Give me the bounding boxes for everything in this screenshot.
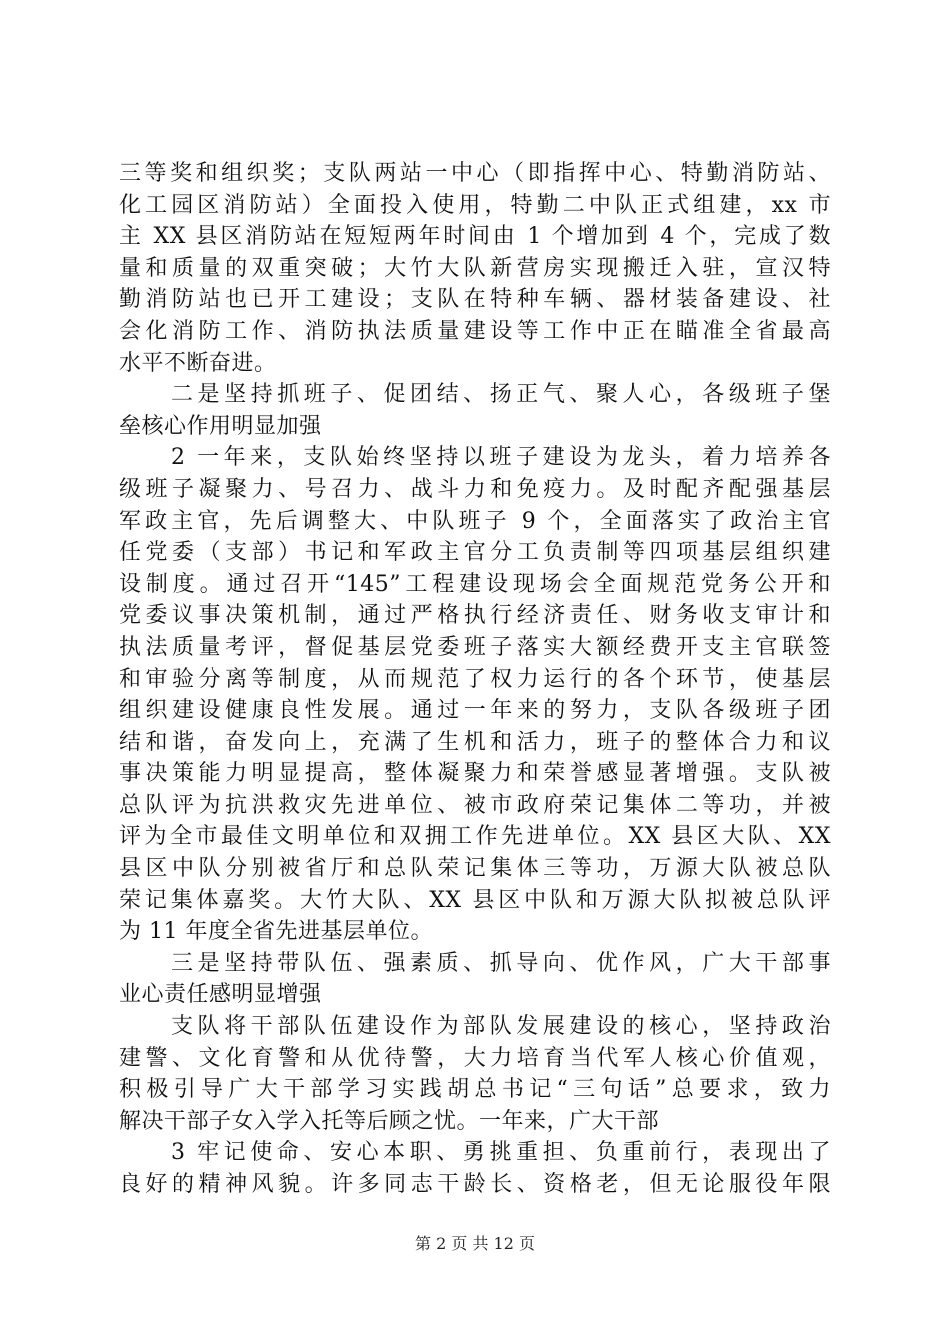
text-line: 解决干部子女入学入托等后顾之忧。一年来，广大干部 bbox=[119, 1108, 660, 1134]
text-line: 和审验分离等制度，从而规范了权力运行的各个环节，使基层 bbox=[119, 666, 831, 692]
text-line: 三是坚持带队伍、强素质、抓导向、优作风，广大干部事 bbox=[171, 950, 831, 976]
text-line: 事决策能力明显提高，整体凝聚力和荣誉感显著增强。支队被 bbox=[119, 761, 831, 787]
text-line: 3 牢记使命、安心本职、勇挑重担、负重前行，表现出了 bbox=[171, 1140, 831, 1166]
text-line: 建警、文化育警和从优待警，大力培育当代军人核心价值观， bbox=[119, 1045, 831, 1071]
text-line: 业心责任感明显增强 bbox=[119, 982, 322, 1008]
text-line: 级班子凝聚力、号召力、战斗力和免疫力。及时配齐配强基层 bbox=[119, 476, 831, 502]
text-line: 为 11 年度全省先进基层单位。 bbox=[119, 919, 433, 945]
text-line: 三等奖和组织奖；支队两站一中心（即指挥中心、特勤消防站、 bbox=[119, 161, 831, 186]
text-line: 主 XX 县区消防站在短短两年时间由 1 个增加到 4 个，完成了数 bbox=[119, 224, 831, 250]
text-line: 会化消防工作、消防执法质量建设等工作中正在瞄准全省最高 bbox=[119, 318, 831, 344]
text-line: 荣记集体嘉奖。大竹大队、XX 县区中队和万源大队拟被总队评 bbox=[119, 887, 831, 913]
document-body bbox=[119, 158, 831, 1201]
text-line: 党委议事决策机制，通过严格执行经济责任、财务收支审计和 bbox=[119, 603, 831, 629]
text-line: 量和质量的双重突破；大竹大队新营房实现搬迁入驻，宣汉特 bbox=[119, 255, 831, 281]
text-line: 良好的精神风貌。许多同志干龄长、资格老，但无论服役年限 bbox=[119, 1172, 831, 1197]
page-footer: 第 2 页 共 12 页 bbox=[415, 1234, 535, 1253]
text-line: 设制度。通过召开“145”工程建设现场会全面规范党务公开和 bbox=[119, 571, 831, 597]
text-line: 化工园区消防站）全面投入使用，特勤二中队正式组建，xx 市 bbox=[119, 192, 831, 218]
text-line: 勤消防站也已开工建设；支队在特种车辆、器材装备建设、社 bbox=[119, 287, 831, 313]
text-line: 积极引导广大干部学习实践胡总书记“三句话”总要求，致力 bbox=[119, 1077, 831, 1103]
text-line: 任党委（支部）书记和军政主官分工负责制等四项基层组织建 bbox=[119, 540, 831, 566]
text-line: 执法质量考评，督促基层党委班子落实大额经费开支主官联签 bbox=[119, 634, 831, 660]
text-line: 县区中队分别被省厅和总队荣记集体三等功，万源大队被总队 bbox=[119, 856, 831, 882]
text-line: 军政主官，先后调整大、中队班子 9 个，全面落实了政治主官 bbox=[119, 508, 831, 534]
text-line: 结和谐，奋发向上，充满了生机和活力，班子的整体合力和议 bbox=[119, 729, 831, 755]
text-line: 评为全市最佳文明单位和双拥工作先进单位。XX 县区大队、XX bbox=[119, 824, 831, 850]
text-line: 支队将干部队伍建设作为部队发展建设的核心，坚持政治 bbox=[171, 1014, 831, 1040]
text-line: 2 一年来，支队始终坚持以班子建设为龙头，着力培养各 bbox=[171, 445, 831, 471]
text-line: 总队评为抗洪救灾先进单位、被市政府荣记集体二等功，并被 bbox=[119, 792, 831, 818]
text-line: 水平不断奋进。 bbox=[119, 350, 277, 376]
text-line: 二是坚持抓班子、促团结、扬正气、聚人心，各级班子堡 bbox=[171, 382, 831, 408]
text-line: 垒核心作用明显加强 bbox=[119, 413, 322, 439]
text-line: 组织建设健康良性发展。通过一年来的努力，支队各级班子团 bbox=[119, 698, 831, 724]
